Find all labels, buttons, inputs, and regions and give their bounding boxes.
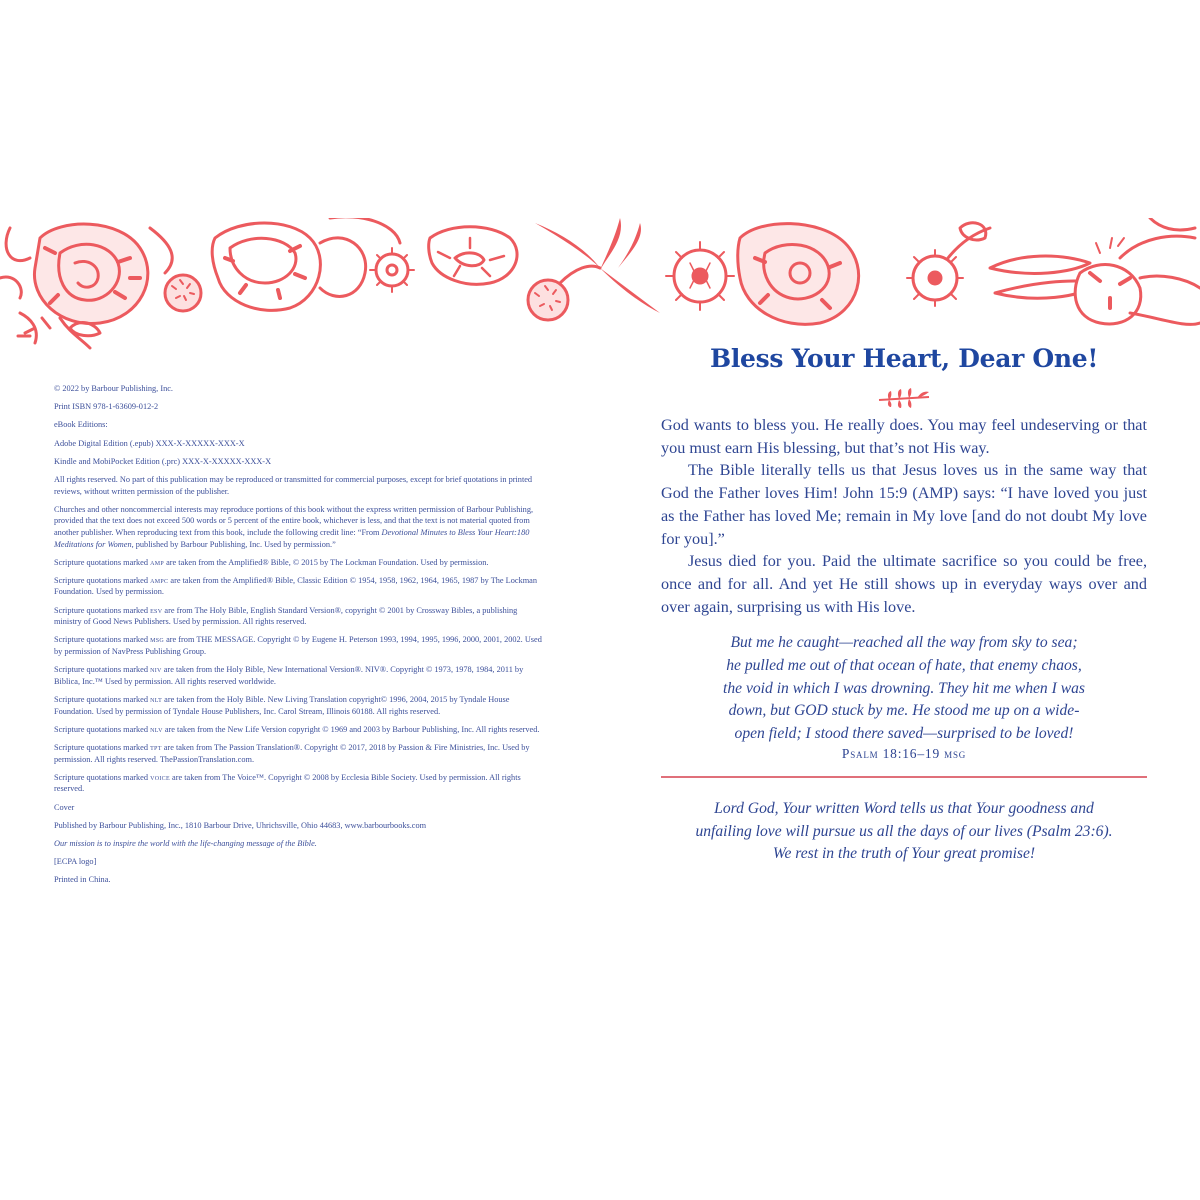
verse-line: open field; I stood there saved—surprised to be loved! bbox=[734, 724, 1074, 742]
scripture-quote bbox=[661, 632, 1147, 745]
notice-prefix: Scripture quotations marked bbox=[54, 575, 151, 585]
copyright-page bbox=[54, 383, 544, 892]
ebook-editions-label: eBook Editions: bbox=[54, 420, 108, 430]
ecpa-logo-placeholder: [ECPA logo] bbox=[54, 857, 97, 867]
scripture-notice-voice bbox=[54, 772, 544, 795]
notice-text: are taken from the Amplified® Bible, Classic Edition © 1954, 1958, 1962, 1964, 1965, 1987 by The Lockman Foundation. Used by permission. bbox=[54, 575, 538, 597]
version-abbr: esv bbox=[150, 605, 163, 615]
prayer-line: Lord God, Your written Word tells us that Your goodness and bbox=[714, 800, 1094, 818]
notice-prefix: Scripture quotations marked bbox=[54, 635, 151, 645]
notice-prefix: Scripture quotations marked bbox=[54, 605, 151, 615]
rights-notice: All rights reserved. No part of this publication may be reproduced or transmitted for commercial purposes, except for brief quotations in printed reviews, without written permission of the publisher. bbox=[54, 474, 533, 496]
floral-border-icon bbox=[0, 218, 1200, 350]
notice-text: are taken from The Passion Translation®. Copyright © 2017, 2018 by Passion & Fire Ministries, Inc. Used by permission. All rights reserved. ThePassionTranslation.com. bbox=[54, 742, 530, 764]
devotional-title: Bless Your Heart, Dear One! bbox=[709, 344, 1099, 373]
epub-isbn: Adobe Digital Edition (.epub) XXX-X-XXXXX-XXX-X bbox=[54, 438, 245, 448]
notice-prefix: Scripture quotations marked bbox=[54, 742, 151, 752]
notice-text: are taken from the Holy Bible. New Living Translation copyright© 1996, 2004, 2015 by Tyndale House Foundation. Used by permission of Tyndale House Publishers, Inc. Carol Stream, Illinois 60188. All rights reserved. bbox=[54, 695, 510, 716]
verse-line: down, but GOD stuck by me. He stood me up on a wide- bbox=[728, 702, 1080, 720]
devotional-paragraph: The Bible literally tells us that Jesus loves us in the same way that God the Father loves Him! John 15:9 (AMP) says: “I have loved you just as the Father has loved Me; remain in My love [and do not doubt My love for you].” bbox=[661, 461, 1147, 548]
version-abbr: nlt bbox=[150, 695, 163, 704]
churches-notice-text: Churches and other noncommercial interests may reproduce portions of this book without the express written permission of Barbour Publishing, provided that the text does not exceed 500 words or 5 percent of the entire book, whichever is less, and that the text is not material quoted from another publisher. When reproducing text from this book, include the following credit line: “From bbox=[54, 504, 534, 537]
publisher-address: Published by Barbour Publishing, Inc., 1810 Barbour Drive, Uhrichsville, Ohio 44683, www.barbourbooks.com bbox=[54, 820, 427, 830]
verse-line: But me he caught—reached all the way from sky to sea; bbox=[730, 634, 1078, 652]
notice-text: are taken from the Holy Bible, New International Version®. NIV®. Copyright © 1973, 1978, 1984, 2011 by Biblica, Inc.™ Used by permission. All rights reserved worldwide. bbox=[54, 665, 524, 686]
scripture-notice-nlt bbox=[54, 694, 544, 717]
notice-text: are taken from the New Life Version copyright © 1969 and 2003 by Barbour Publishing, Inc. All rights reserved. bbox=[162, 724, 540, 734]
verse-line: he pulled me out of that ocean of hate, that enemy chaos, bbox=[726, 656, 1082, 674]
notice-text: are from THE MESSAGE. Copyright © by Eugene H. Peterson 1993, 1994, 1995, 1996, 2000, 2001, 2002. Used by permission of NavPress Publishing Group. bbox=[54, 635, 542, 657]
devotional-page bbox=[661, 340, 1147, 866]
prayer-line: We rest in the truth of Your great promise! bbox=[772, 845, 1036, 863]
version-abbr: amp bbox=[150, 557, 164, 567]
printed-in: Printed in China. bbox=[54, 875, 111, 885]
section-divider bbox=[661, 776, 1147, 778]
book-title-italic: Devotional Minutes to Bless Your Heart:180 Meditations for Women bbox=[54, 527, 530, 549]
version-abbr: voice bbox=[150, 772, 170, 782]
print-isbn: Print ISBN 978-1-63609-012-2 bbox=[54, 402, 159, 412]
notice-prefix: Scripture quotations marked bbox=[54, 695, 151, 704]
churches-notice-text-end: , published by Barbour Publishing, Inc. Used by permission.” bbox=[131, 539, 336, 549]
mission-text: Our mission is to inspire the world with the life-changing message of the Bible. bbox=[54, 838, 317, 848]
verse-reference: Psalm 18:16–19 msg bbox=[841, 746, 967, 762]
devotional-paragraph: God wants to bless you. He really does. You may feel undeserving or that you must earn His blessing, but that’s not His way. bbox=[661, 416, 1147, 457]
notice-prefix: Scripture quotations marked bbox=[54, 724, 151, 734]
version-abbr: niv bbox=[150, 665, 162, 675]
notice-text: are from The Holy Bible, English Standard Version®, copyright © 2001 by Crossway Bibles, a publishing ministry of Good News Publishers. Used by permission. All rights reserved. bbox=[54, 605, 518, 627]
version-abbr: msg bbox=[150, 635, 164, 645]
version-abbr: ampc bbox=[150, 575, 169, 585]
notice-text: are taken from The Voice™. Copyright © 2008 by Ecclesia Bible Society. Used by permission. All rights reserved. bbox=[54, 772, 521, 794]
notice-text: are taken from the Amplified® Bible, © 2015 by The Lockman Foundation. Used by permission. bbox=[164, 557, 489, 567]
scripture-notice-tpt bbox=[54, 742, 544, 765]
notice-prefix: Scripture quotations marked bbox=[54, 772, 151, 782]
cover-credit: Cover bbox=[54, 802, 75, 812]
version-abbr: nlv bbox=[150, 724, 163, 734]
churches-notice bbox=[54, 504, 544, 550]
prayer bbox=[661, 798, 1147, 866]
scripture-notice-ampc bbox=[54, 575, 544, 598]
scripture-notice-amp bbox=[54, 557, 544, 569]
devotional-paragraph: Jesus died for you. Paid the ultimate sacrifice so you could be free, once and for all. And yet He still shows up in everyday ways over and over again, surprising us with His love. bbox=[661, 552, 1147, 616]
scripture-notice-esv bbox=[54, 605, 544, 628]
notice-prefix: Scripture quotations marked bbox=[54, 557, 151, 567]
scripture-notice-nlv bbox=[54, 724, 544, 736]
leaf-sprig-icon bbox=[877, 388, 931, 408]
scripture-notice-niv bbox=[54, 664, 544, 687]
verse-line: the void in which I was drowning. They hit me when I was bbox=[723, 679, 1085, 697]
kindle-isbn: Kindle and MobiPocket Edition (.prc) XXX-X-XXXXX-XXX-X bbox=[54, 456, 272, 466]
scripture-notice-msg bbox=[54, 634, 544, 657]
notice-prefix: Scripture quotations marked bbox=[54, 665, 151, 675]
mission-statement bbox=[54, 838, 544, 850]
prayer-line: unfailing love will pursue us all the days of our lives (Psalm 23:6). bbox=[695, 822, 1113, 840]
copyright-line: © 2022 by Barbour Publishing, Inc. bbox=[54, 384, 173, 393]
version-abbr: tpt bbox=[150, 742, 162, 752]
